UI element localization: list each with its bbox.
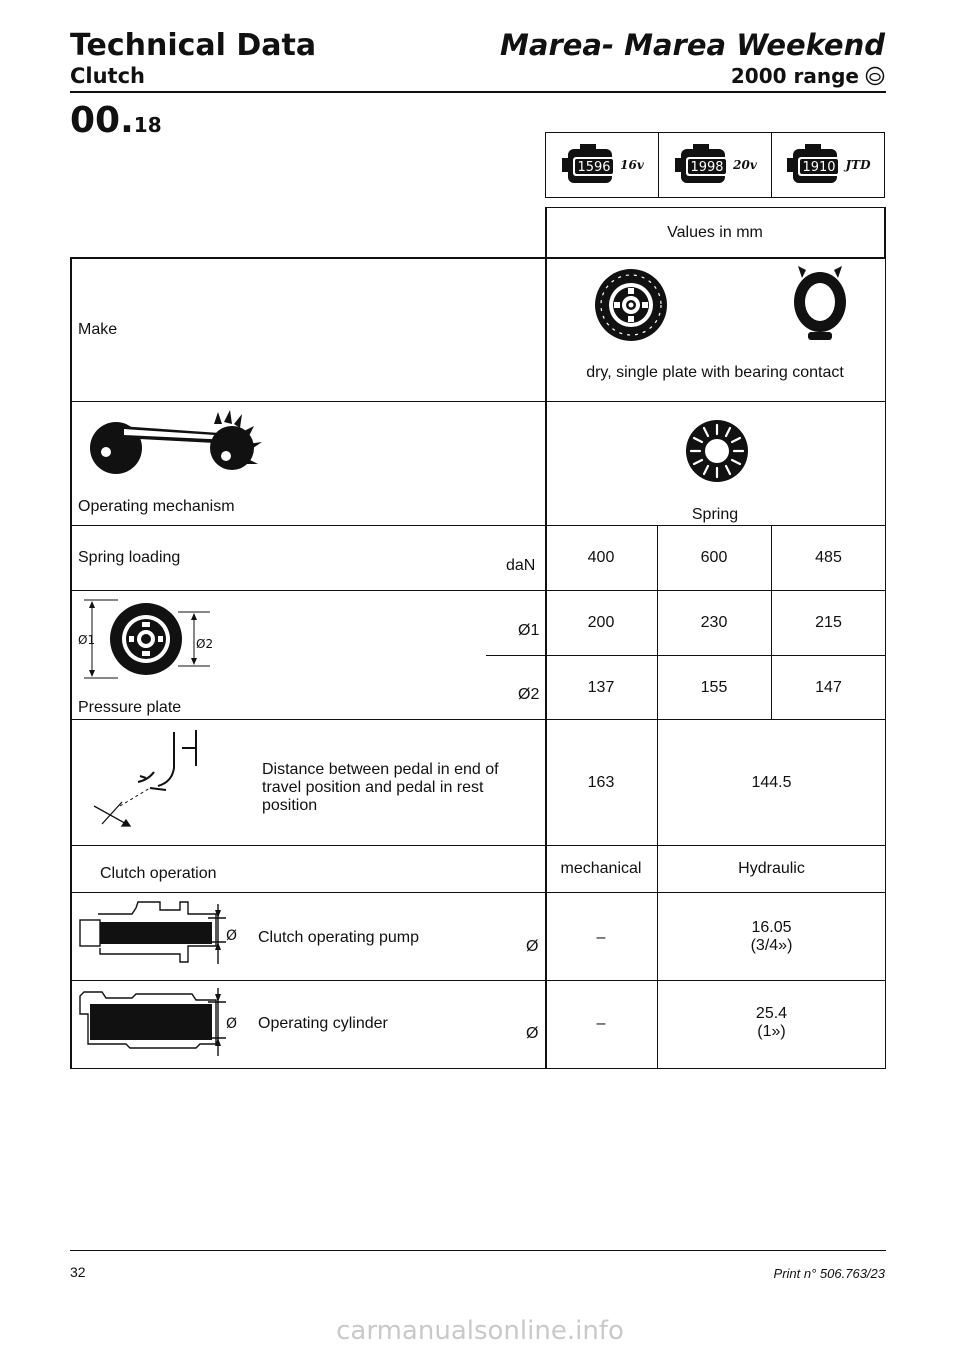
engine-1910 <box>772 133 884 197</box>
spring-loading-label: Spring loading <box>78 549 181 566</box>
page-code-main: 00. <box>70 100 134 141</box>
pump-other: 16.05 (3/4») <box>750 919 793 954</box>
units-note-text: Values in mm <box>667 223 763 241</box>
make-value: dry, single plate with bearing contact <box>586 364 844 381</box>
row-divider <box>70 525 886 526</box>
pressure-plate-d2-symbol: Ø2 <box>518 686 540 703</box>
row-divider <box>70 845 886 846</box>
row-divider <box>70 719 886 720</box>
pedal-travel-figure <box>84 728 224 828</box>
pressure-plate-label: Pressure plate <box>78 699 182 716</box>
pressure-plate-icon <box>790 262 850 344</box>
row-divider <box>486 655 886 656</box>
engine-icon <box>673 142 731 188</box>
figure-d2-label: Ø2 <box>196 637 214 651</box>
engine-suffix: 16v <box>620 158 644 172</box>
engine-code: 1596 <box>577 160 611 175</box>
operating-value: Spring <box>691 506 739 523</box>
clutch-operation-label: Clutch operation <box>100 865 217 882</box>
pump-1596: – <box>596 929 606 946</box>
watermark: carmanualsonline.info <box>336 1316 624 1346</box>
units-note <box>545 207 885 257</box>
spring-loading-1596: 400 <box>587 549 615 566</box>
pump-label: Clutch operating pump <box>258 929 419 946</box>
table-border-bottom <box>70 1068 886 1070</box>
make-label: Make <box>78 321 118 338</box>
cylinder-symbol: Ø <box>526 1025 539 1042</box>
pump-symbol: Ø <box>526 938 539 955</box>
figure-d1-label: Ø1 <box>78 633 96 647</box>
doc-title: Technical Data <box>70 28 317 63</box>
pedal-distance-label: Distance between pedal in end of travel position and pedal in rest position <box>262 761 499 814</box>
operating-pump-figure <box>76 898 244 970</box>
engine-icon <box>560 142 618 188</box>
clutch-disc-icon <box>586 265 676 345</box>
header-rule <box>70 91 886 93</box>
pressure-plate-d2-1596: 137 <box>587 679 615 696</box>
spring-loading-unit: daN <box>506 557 536 574</box>
cylinder-1596: – <box>596 1015 606 1032</box>
pedal-distance-other: 144.5 <box>751 774 792 791</box>
spring-loading-1998: 600 <box>700 549 728 566</box>
footer-rule <box>70 1250 886 1251</box>
clutch-operation-other: Hydraulic <box>738 860 805 877</box>
range-label <box>731 64 885 88</box>
spring-loading-1910: 485 <box>815 549 842 566</box>
page-code <box>70 100 162 141</box>
section-title: Clutch <box>70 64 145 88</box>
page-number: 32 <box>70 1264 86 1280</box>
operating-cylinder-figure <box>76 986 244 1058</box>
pump-figure-symbol: Ø <box>226 928 238 944</box>
row-divider <box>70 401 886 402</box>
engine-1998 <box>659 133 772 197</box>
cylinder-label: Operating cylinder <box>258 1015 388 1032</box>
pressure-plate-d1-symbol: Ø1 <box>518 622 540 639</box>
page-code-sub: 18 <box>133 113 162 137</box>
engine-icon <box>785 142 843 188</box>
pressure-plate-dimension-figure <box>78 598 218 684</box>
engine-selector <box>545 132 885 198</box>
engine-code: 1910 <box>802 160 837 175</box>
pressure-plate-d1-1998: 230 <box>700 614 728 631</box>
range-text: 2000 range <box>730 64 859 88</box>
pressure-plate-d1-1910: 215 <box>815 614 842 631</box>
cylinder-other: 25.4 (1») <box>755 1005 788 1040</box>
print-number: Print n° 506.763/23 <box>773 1266 885 1281</box>
table-border-left <box>70 257 72 1069</box>
clutch-operation-1596: mechanical <box>560 860 642 877</box>
engine-1596 <box>546 133 659 197</box>
release-lever-icon <box>84 410 284 476</box>
row-divider <box>70 590 886 591</box>
pressure-plate-d1-1596: 200 <box>587 614 615 631</box>
diaphragm-spring-icon <box>684 418 750 484</box>
table-border-top <box>70 257 886 259</box>
row-divider <box>70 892 886 893</box>
model-title: Marea- Marea Weekend <box>500 28 885 62</box>
engine-suffix: JTD <box>845 158 871 172</box>
pressure-plate-d2-1998: 155 <box>700 679 728 696</box>
steering-wheel-icon <box>865 66 885 86</box>
operating-label: Operating mechanism <box>78 498 235 515</box>
row-divider <box>70 980 886 981</box>
pedal-distance-1596: 163 <box>587 774 615 791</box>
cylinder-figure-symbol: Ø <box>226 1016 238 1032</box>
pressure-plate-d2-1910: 147 <box>815 679 842 696</box>
engine-code: 1998 <box>690 160 724 175</box>
engine-suffix: 20v <box>733 158 757 172</box>
